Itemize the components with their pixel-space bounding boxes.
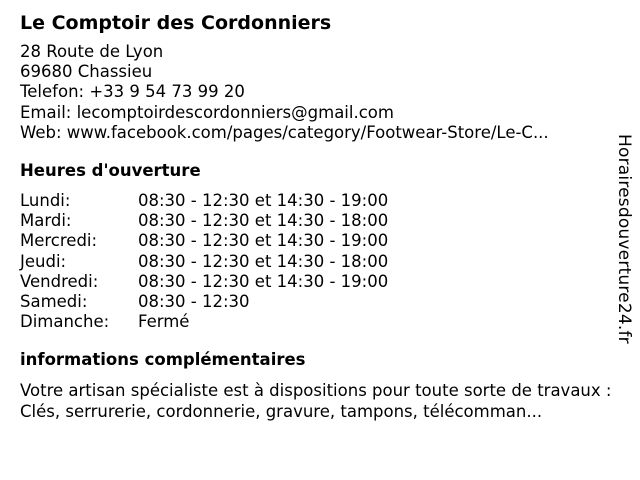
day-hours: Fermé xyxy=(138,312,190,332)
day-label: Jeudi: xyxy=(20,251,67,271)
hours-row-wednesday xyxy=(20,231,620,251)
day-hours: 08:30 - 12:30 et 14:30 - 19:00 xyxy=(138,231,389,251)
opening-hours-table xyxy=(20,191,620,332)
additional-info-text: Votre artisan spécialiste est à dispositions pour toute sorte de travaux : Clés, serrurerie, cordonnerie, gravure, tampons, télécomman... xyxy=(20,381,612,422)
day-hours: 08:30 - 12:30 et 14:30 - 18:00 xyxy=(138,251,389,271)
hours-row-saturday xyxy=(20,292,620,312)
day-label: Vendredi: xyxy=(20,271,99,291)
business-name: Le Comptoir des Cordonniers xyxy=(20,12,332,34)
day-hours: 08:30 - 12:30 xyxy=(138,292,250,312)
day-label: Lundi: xyxy=(20,191,71,211)
opening-hours-heading: Heures d'ouverture xyxy=(20,161,201,181)
hours-row-friday xyxy=(20,272,620,292)
site-watermark: Horairesdouverture24.fr xyxy=(614,134,634,344)
address-block xyxy=(20,42,620,143)
day-label: Mercredi: xyxy=(20,231,98,251)
additional-info-heading: informations complémentaires xyxy=(20,350,306,370)
hours-row-thursday xyxy=(20,252,620,272)
hours-row-sunday xyxy=(20,312,620,332)
day-hours: 08:30 - 12:30 et 14:30 - 19:00 xyxy=(138,191,389,211)
day-hours: 08:30 - 12:30 et 14:30 - 18:00 xyxy=(138,211,389,231)
phone-line: Telefon: +33 9 54 73 99 20 xyxy=(20,82,245,102)
day-hours: 08:30 - 12:30 et 14:30 - 19:00 xyxy=(138,271,389,291)
day-label: Dimanche: xyxy=(20,312,110,332)
day-label: Mardi: xyxy=(20,211,72,231)
web-line: Web: www.facebook.com/pages/category/Footwear-Store/Le-C... xyxy=(20,122,549,142)
hours-row-tuesday xyxy=(20,211,620,231)
city-address: 69680 Chassieu xyxy=(20,62,153,82)
hours-row-monday xyxy=(20,191,620,211)
street-address: 28 Route de Lyon xyxy=(20,42,164,61)
day-label: Samedi: xyxy=(20,292,88,312)
business-card xyxy=(20,10,620,422)
email-line: Email: lecomptoirdescordonniers@gmail.com xyxy=(20,102,394,122)
